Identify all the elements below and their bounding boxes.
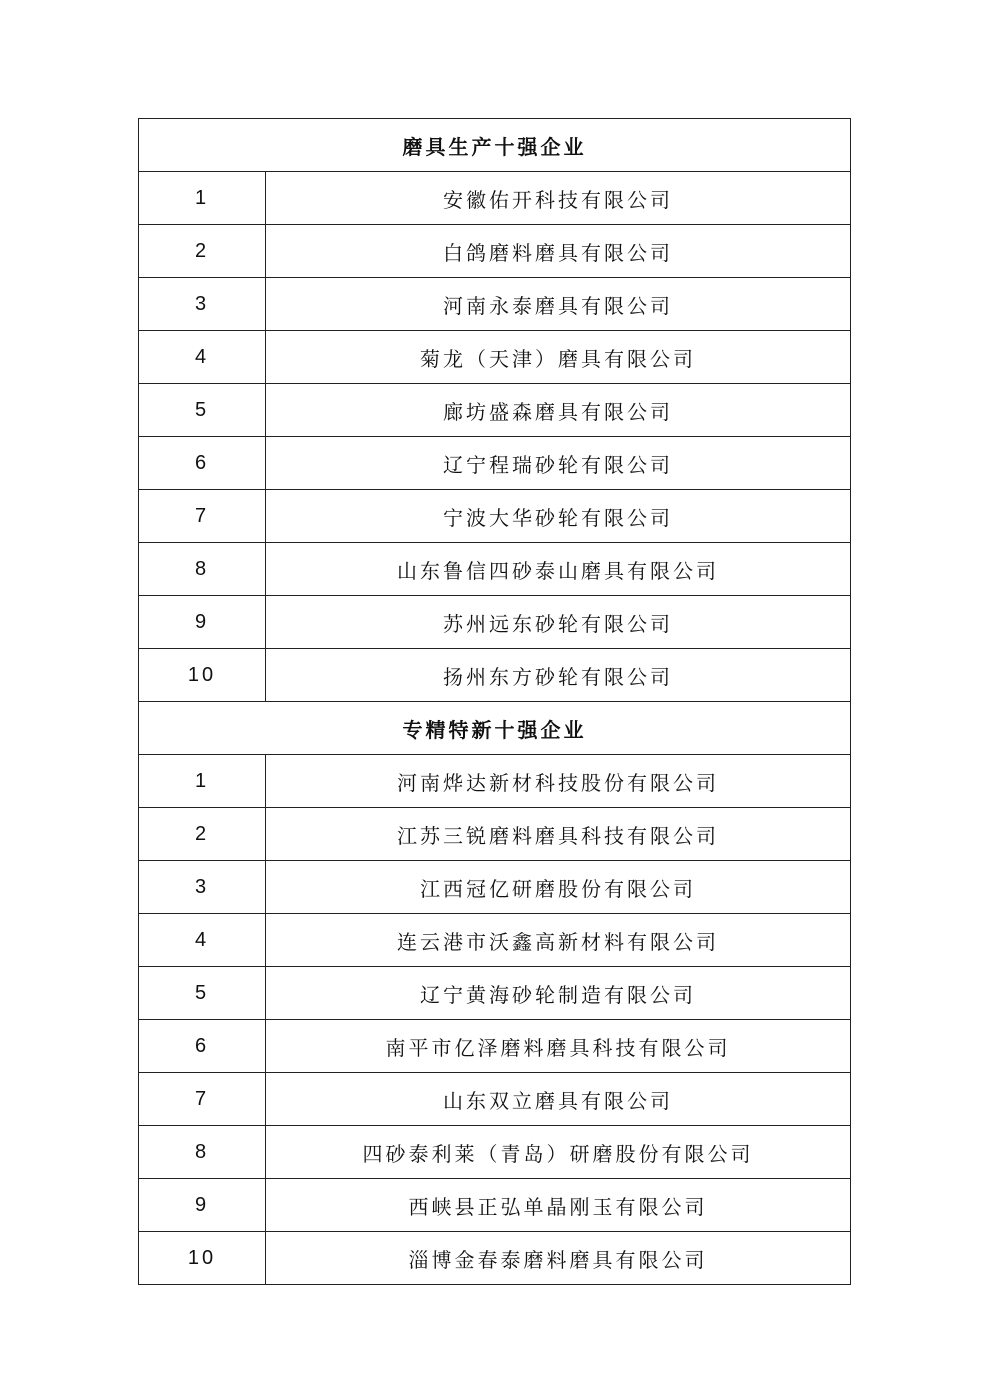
ranking-table-body [139, 119, 851, 1285]
rank-number: 4 [139, 331, 266, 384]
company-name: 四砂泰利莱（青岛）研磨股份有限公司 [266, 1126, 851, 1179]
table-row [139, 543, 851, 596]
table-row [139, 861, 851, 914]
rank-number: 6 [139, 437, 266, 490]
company-name: 安徽佑开科技有限公司 [266, 172, 851, 225]
rank-number: 10 [139, 649, 266, 702]
table-row [139, 384, 851, 437]
company-name: 河南烨达新材科技股份有限公司 [266, 755, 851, 808]
section-title: 磨具生产十强企业 [139, 119, 851, 172]
table-row [139, 914, 851, 967]
rank-number: 6 [139, 1020, 266, 1073]
table-row [139, 649, 851, 702]
company-name: 廊坊盛森磨具有限公司 [266, 384, 851, 437]
table-row [139, 490, 851, 543]
table-row [139, 808, 851, 861]
table-row [139, 1020, 851, 1073]
rank-number: 3 [139, 861, 266, 914]
company-name: 菊龙（天津）磨具有限公司 [266, 331, 851, 384]
company-name: 江苏三锐磨料磨具科技有限公司 [266, 808, 851, 861]
table-row [139, 437, 851, 490]
table-row [139, 331, 851, 384]
rank-number: 2 [139, 808, 266, 861]
rank-number: 7 [139, 1073, 266, 1126]
company-name: 南平市亿泽磨料磨具科技有限公司 [266, 1020, 851, 1073]
enterprise-ranking-table [138, 118, 851, 1285]
company-name: 苏州远东砂轮有限公司 [266, 596, 851, 649]
rank-number: 3 [139, 278, 266, 331]
company-name: 辽宁程瑞砂轮有限公司 [266, 437, 851, 490]
company-name: 西峡县正弘单晶刚玉有限公司 [266, 1179, 851, 1232]
rank-number: 9 [139, 1179, 266, 1232]
rank-number: 5 [139, 967, 266, 1020]
section-header-row [139, 119, 851, 172]
company-name: 宁波大华砂轮有限公司 [266, 490, 851, 543]
section-header-row [139, 702, 851, 755]
rank-number: 8 [139, 543, 266, 596]
table-row [139, 1232, 851, 1285]
table-row [139, 225, 851, 278]
company-name: 连云港市沃鑫高新材料有限公司 [266, 914, 851, 967]
rank-number: 2 [139, 225, 266, 278]
rank-number: 1 [139, 172, 266, 225]
company-name: 江西冠亿研磨股份有限公司 [266, 861, 851, 914]
company-name: 扬州东方砂轮有限公司 [266, 649, 851, 702]
rank-number: 8 [139, 1126, 266, 1179]
table-row [139, 172, 851, 225]
rank-number: 9 [139, 596, 266, 649]
rank-number: 5 [139, 384, 266, 437]
table-row [139, 1073, 851, 1126]
table-row [139, 278, 851, 331]
company-name: 白鸽磨料磨具有限公司 [266, 225, 851, 278]
rank-number: 4 [139, 914, 266, 967]
table-row [139, 1126, 851, 1179]
table-row [139, 1179, 851, 1232]
company-name: 淄博金春泰磨料磨具有限公司 [266, 1232, 851, 1285]
table-row [139, 755, 851, 808]
section-title: 专精特新十强企业 [139, 702, 851, 755]
company-name: 山东双立磨具有限公司 [266, 1073, 851, 1126]
rank-number: 7 [139, 490, 266, 543]
table-row [139, 967, 851, 1020]
table-row [139, 596, 851, 649]
rank-number: 10 [139, 1232, 266, 1285]
company-name: 山东鲁信四砂泰山磨具有限公司 [266, 543, 851, 596]
company-name: 河南永泰磨具有限公司 [266, 278, 851, 331]
company-name: 辽宁黄海砂轮制造有限公司 [266, 967, 851, 1020]
rank-number: 1 [139, 755, 266, 808]
